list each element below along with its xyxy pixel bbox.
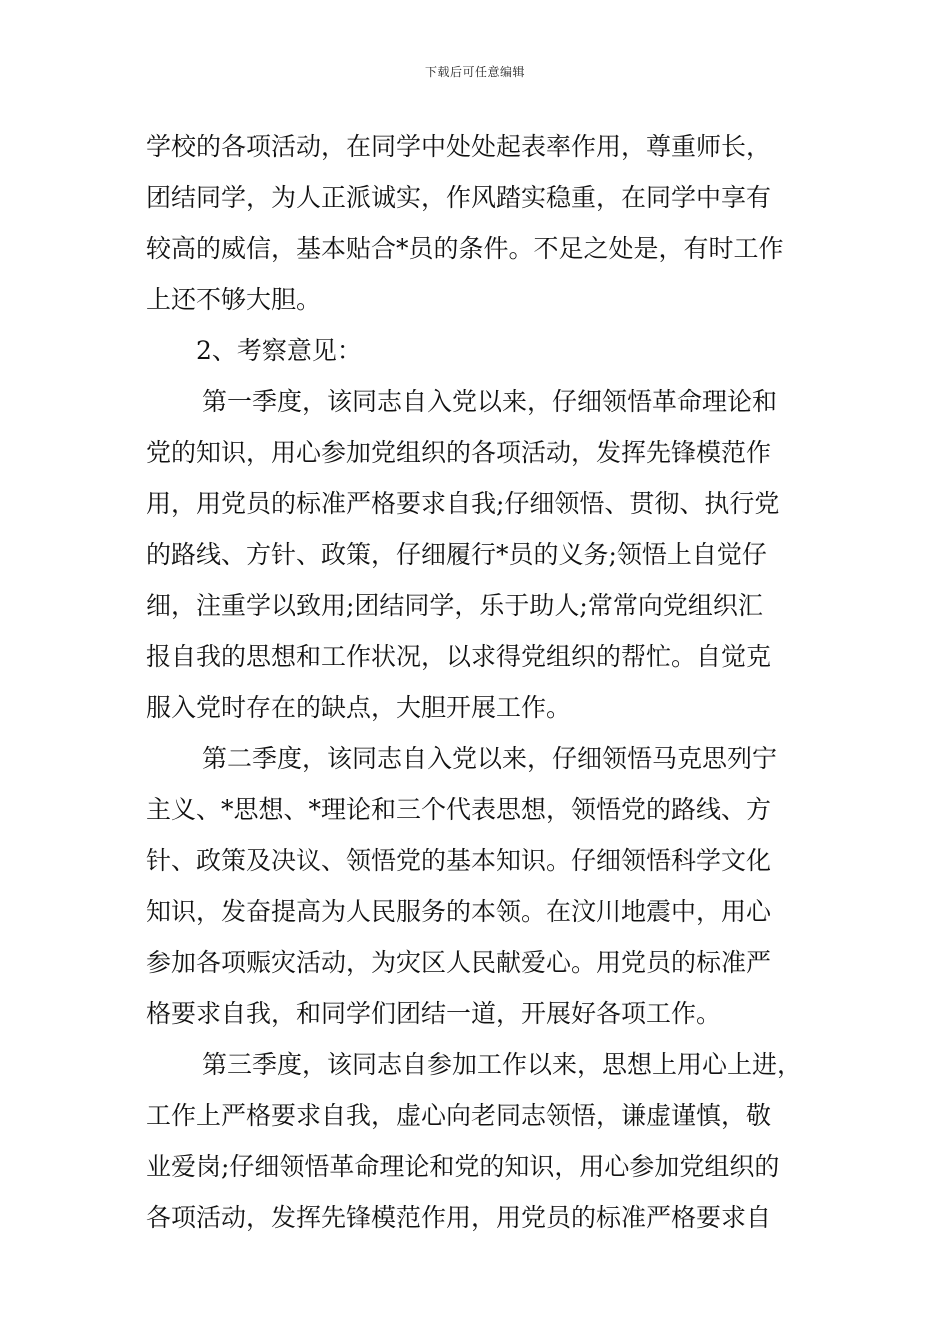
- paragraph-continuation: [146, 130, 810, 334]
- page-header: 下载后可任意编辑: [424, 65, 525, 79]
- paragraph-quarter-3: [146, 1048, 810, 1252]
- text-line: 针、政策及决议、领悟党的基本知识。仔细领悟科学文化: [146, 846, 772, 875]
- paragraph-quarter-1: [146, 385, 810, 742]
- text-line: 用，用党员的标准严格要求自我;仔细领悟、贯彻、执行党: [146, 489, 780, 518]
- text-line: 细，注重学以致用;团结同学，乐于助人;常常向党组织汇: [146, 591, 763, 620]
- document-body: [146, 130, 810, 1252]
- text-line: 业爱岗;仔细领悟革命理论和党的知识，用心参加党组织的: [146, 1152, 780, 1181]
- text-line: 团结同学，为人正派诚实，作风踏实稳重，在同学中享有: [146, 183, 772, 212]
- text-line: 各项活动，发挥先锋模范作用，用党员的标准严格要求自: [146, 1203, 772, 1232]
- text-line: 较高的威信，基本贴合*员的条件。不足之处是，有时工作: [146, 234, 784, 263]
- section-heading: [146, 334, 810, 385]
- text-line: 报自我的思想和工作状况，以求得党组织的帮忙。自觉克: [146, 642, 772, 671]
- paragraph-quarter-2: [146, 742, 810, 1048]
- text-line: 学校的各项活动，在同学中处处起表率作用，尊重师长，: [146, 132, 772, 161]
- text-line: 第二季度，该同志自入党以来，仔细领悟马克思列宁: [202, 744, 778, 773]
- text-line: 工作上严格要求自我，虚心向老同志领悟，谦虚谨慎，敬: [146, 1101, 772, 1130]
- text-line: 上还不够大胆。: [146, 285, 322, 314]
- text-line: 党的知识，用心参加党组织的各项活动，发挥先锋模范作: [146, 438, 772, 467]
- text-line: 2、考察意见：: [196, 336, 362, 365]
- text-line: 服入党时存在的缺点，大胆开展工作。: [146, 693, 572, 722]
- text-line: 参加各项赈灾活动，为灾区人民献爱心。用党员的标准严: [146, 948, 772, 977]
- text-line: 知识，发奋提高为人民服务的本领。在汶川地震中，用心: [146, 897, 772, 926]
- text-line: 主义、*思想、*理论和三个代表思想，领悟党的路线、方: [146, 795, 772, 824]
- text-line: 的路线、方针、政策，仔细履行*员的义务;领悟上自觉仔: [146, 540, 767, 569]
- text-line: 第三季度，该同志自参加工作以来，思想上用心上进，: [202, 1050, 803, 1079]
- text-line: 第一季度，该同志自入党以来，仔细领悟革命理论和: [202, 387, 778, 416]
- text-line: 格要求自我，和同学们团结一道，开展好各项工作。: [146, 999, 722, 1028]
